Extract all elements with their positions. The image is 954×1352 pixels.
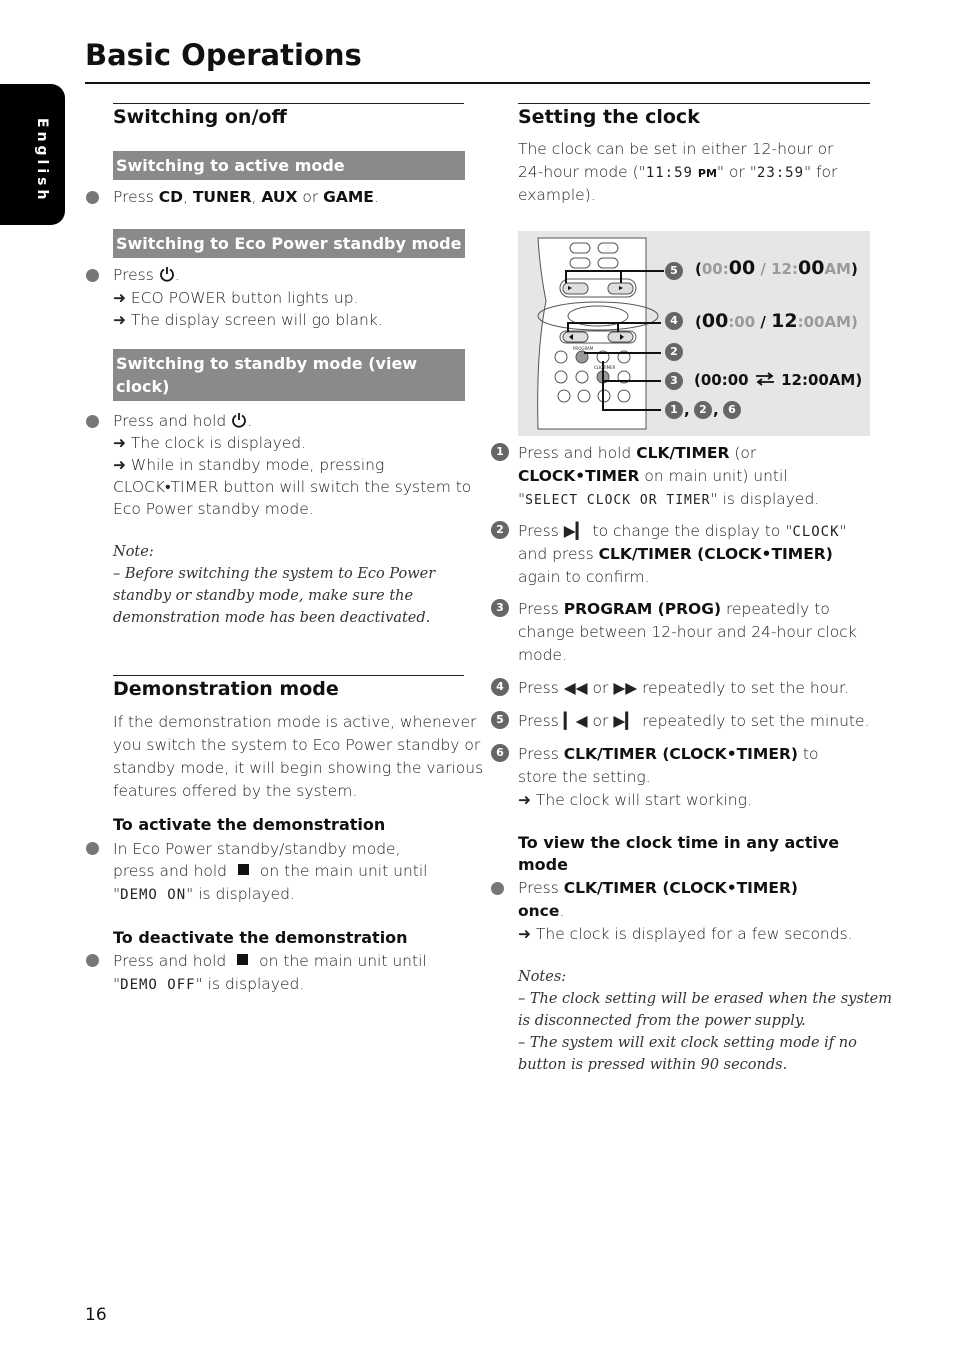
text: to bbox=[797, 745, 819, 763]
deactivate-line bbox=[113, 950, 427, 973]
active-mode-instruction bbox=[113, 186, 379, 209]
standby-result-4: Eco Power standby mode. bbox=[113, 500, 314, 518]
text: press and hold bbox=[113, 862, 228, 880]
text: . bbox=[559, 902, 565, 920]
bar-line: Switching to standby mode (view bbox=[116, 354, 418, 373]
bullet bbox=[86, 269, 99, 282]
text: 00 bbox=[701, 310, 729, 332]
deactivate-heading: To deactivate the demonstration bbox=[113, 928, 408, 947]
program-label: PROGRAM bbox=[573, 346, 594, 351]
callout-4 bbox=[695, 310, 858, 332]
power-icon bbox=[231, 412, 247, 428]
activate-line bbox=[113, 883, 295, 907]
text: :00 bbox=[728, 313, 756, 331]
text: " is displayed. bbox=[195, 975, 305, 993]
callout-5-text bbox=[695, 257, 858, 279]
clock-intro-line bbox=[518, 161, 837, 186]
note-line: – Before switching the system to Eco Power bbox=[113, 566, 436, 582]
step-number-badge: 5 bbox=[665, 262, 683, 280]
aux-key: AUX bbox=[261, 188, 298, 206]
demo-para-line: standby mode, it will begin showing the various bbox=[113, 759, 484, 777]
text: to change the display to " bbox=[592, 522, 793, 540]
text: / 12: bbox=[755, 260, 798, 278]
step-3-line: mode. bbox=[518, 646, 567, 664]
text: Press bbox=[518, 679, 559, 697]
page-title: Basic Operations bbox=[85, 38, 362, 72]
switching-heading: Switching on/off bbox=[113, 106, 287, 128]
text: Press and hold bbox=[113, 952, 227, 970]
lcd-text: 11:59 bbox=[645, 165, 693, 181]
eco-result-1: ➜ ECO POWER button lights up. bbox=[113, 289, 359, 307]
title-rule bbox=[85, 82, 870, 84]
step-2-line bbox=[518, 543, 833, 566]
lcd-text: CLOCK bbox=[792, 524, 840, 540]
step-3-line bbox=[518, 598, 830, 621]
step-6-line: store the setting. bbox=[518, 768, 651, 786]
text: 12:00AM) bbox=[781, 371, 863, 389]
note-label: Note: bbox=[113, 544, 154, 560]
note-line: is disconnected from the power supply. bbox=[518, 1013, 806, 1029]
section-rule bbox=[113, 675, 464, 676]
previous-icon: ▎◀ bbox=[563, 712, 588, 730]
demo-para-line: features offered by the system. bbox=[113, 782, 358, 800]
text: " bbox=[518, 490, 526, 508]
standby-result-2: ➜ While in standby mode, pressing bbox=[113, 456, 385, 474]
text: repeatedly to bbox=[721, 600, 830, 618]
deactivate-line bbox=[113, 973, 304, 997]
activate-line: In Eco Power standby/standby mode, bbox=[113, 840, 401, 858]
eco-result-2: ➜ The display screen will go blank. bbox=[113, 311, 383, 329]
text: 24-hour mode (" bbox=[518, 163, 646, 181]
clk-timer-label: CLK/TIMER bbox=[594, 365, 616, 370]
text: AM bbox=[824, 260, 851, 278]
text: Press bbox=[518, 712, 559, 730]
separator: , bbox=[684, 401, 690, 419]
text: repeatedly to set the hour. bbox=[642, 679, 849, 697]
step-number-badge: 4 bbox=[665, 312, 683, 330]
rewind-icon: ◀◀ bbox=[563, 679, 588, 697]
text: 00: bbox=[701, 260, 729, 278]
key-label: CLK/TIMER (CLOCK•TIMER) bbox=[563, 879, 798, 897]
standby-mode-bar bbox=[113, 349, 465, 401]
step-2-line: again to confirm. bbox=[518, 568, 650, 586]
text: ( bbox=[695, 260, 702, 278]
view-instruction bbox=[518, 900, 564, 923]
stop-icon bbox=[238, 864, 249, 875]
text: :00AM) bbox=[797, 313, 858, 331]
fast-forward-icon: ▶▶ bbox=[613, 679, 638, 697]
separator: , bbox=[713, 401, 719, 419]
callout-3 bbox=[694, 371, 862, 389]
text: (00:00 bbox=[694, 371, 749, 389]
bullet bbox=[86, 954, 99, 967]
language-tab-label: English bbox=[34, 118, 50, 204]
clock-intro-line: example). bbox=[518, 186, 596, 204]
pm-indicator: PM bbox=[697, 167, 717, 180]
lcd-text: 23:59 bbox=[756, 165, 805, 181]
text: repeatedly to set the minute. bbox=[642, 712, 870, 730]
note-line: standby or standby mode, make sure the bbox=[113, 588, 414, 604]
step-1-line bbox=[518, 442, 756, 465]
step-6-line: ➜ The clock will start working. bbox=[518, 791, 752, 809]
text: on the main unit until bbox=[259, 862, 428, 880]
text: . bbox=[247, 412, 253, 430]
step-number-badge: 3 bbox=[665, 372, 683, 390]
power-icon bbox=[159, 266, 175, 282]
text: Press bbox=[518, 879, 564, 897]
view-result: ➜ The clock is displayed for a few seconds. bbox=[518, 925, 853, 943]
step-4-line bbox=[518, 677, 849, 700]
step-5-line bbox=[518, 710, 869, 733]
note-line: – The clock setting will be erased when the system bbox=[518, 991, 892, 1007]
text: " bbox=[113, 885, 121, 903]
note-line: – The system will exit clock setting mode if no bbox=[518, 1035, 857, 1051]
next-icon: ▶▎ bbox=[613, 712, 638, 730]
text: " is displayed. bbox=[710, 490, 820, 508]
text: Press and hold bbox=[518, 444, 637, 462]
text: on the main unit until bbox=[259, 952, 427, 970]
note-line: demonstration mode has been deactivated. bbox=[113, 610, 431, 626]
text: ) bbox=[850, 260, 858, 278]
standby-result-1: ➜ The clock is displayed. bbox=[113, 434, 307, 452]
remote-diagram bbox=[518, 231, 870, 436]
step-number-badge: 4 bbox=[491, 678, 509, 696]
bullet bbox=[86, 842, 99, 855]
key-label: CLK/TIMER bbox=[636, 444, 730, 462]
standby-instruction bbox=[113, 410, 252, 433]
text: , bbox=[251, 188, 262, 206]
text: Press bbox=[113, 188, 159, 206]
view-heading-line: To view the clock time in any active bbox=[518, 833, 840, 852]
key-label: CLK/TIMER (CLOCK•TIMER) bbox=[598, 545, 833, 563]
note-line: button is pressed within 90 seconds. bbox=[518, 1057, 788, 1073]
text: " bbox=[113, 975, 121, 993]
text: " for bbox=[804, 163, 838, 181]
eco-mode-bar: Switching to Eco Power standby mode bbox=[113, 229, 465, 258]
text: or bbox=[297, 188, 324, 206]
step-2-line bbox=[518, 520, 847, 544]
step-1-line bbox=[518, 465, 788, 488]
toggle-arrows-icon bbox=[754, 372, 776, 386]
step-number-badge: 2 bbox=[694, 401, 712, 419]
text: Press bbox=[113, 266, 154, 284]
text: on main unit) until bbox=[639, 467, 788, 485]
clock-heading: Setting the clock bbox=[518, 106, 700, 128]
step-number-badge: 1 bbox=[665, 401, 683, 419]
text: (or bbox=[729, 444, 757, 462]
text: . bbox=[373, 188, 379, 206]
view-heading-line: mode bbox=[518, 855, 568, 874]
text: Press bbox=[518, 522, 559, 540]
step-1-line bbox=[518, 488, 819, 513]
game-key: GAME bbox=[323, 188, 374, 206]
text: " bbox=[839, 522, 847, 540]
text: 00 bbox=[797, 257, 825, 279]
activate-heading: To activate the demonstration bbox=[113, 815, 386, 834]
text: / bbox=[755, 313, 772, 331]
stop-icon bbox=[237, 954, 248, 965]
demo-heading: Demonstration mode bbox=[113, 678, 339, 700]
text: or bbox=[592, 679, 609, 697]
step-number-badge: 3 bbox=[491, 599, 509, 617]
notes-label: Notes: bbox=[518, 969, 567, 985]
text: 12 bbox=[771, 310, 798, 332]
step-number-badge: 2 bbox=[665, 343, 683, 361]
text: and press bbox=[518, 545, 599, 563]
key-label: CLOCK•TIMER bbox=[518, 467, 640, 485]
key-label: CLK/TIMER (CLOCK•TIMER) bbox=[563, 745, 798, 763]
key-label: PROGRAM (PROG) bbox=[563, 600, 722, 618]
step-number-badge: 6 bbox=[723, 401, 741, 419]
lcd-text: DEMO OFF bbox=[120, 977, 196, 993]
step-number-badge: 5 bbox=[491, 711, 509, 729]
tuner-key: TUNER bbox=[192, 188, 252, 206]
bar-line: clock) bbox=[116, 377, 170, 396]
clock-intro-line: The clock can be set in either 12-hour or bbox=[518, 140, 834, 158]
section-rule bbox=[518, 103, 870, 104]
active-mode-bar: Switching to active mode bbox=[113, 151, 465, 180]
next-icon: ▶▎ bbox=[563, 522, 588, 540]
section-rule bbox=[113, 103, 464, 104]
bullet bbox=[86, 415, 99, 428]
demo-para-line: you switch the system to Eco Power standby or bbox=[113, 736, 481, 754]
demo-para-line: If the demonstration mode is active, whenever bbox=[113, 713, 477, 731]
bullet bbox=[86, 191, 99, 204]
key-label: once bbox=[518, 902, 560, 920]
lcd-text: DEMO ON bbox=[120, 887, 187, 903]
view-instruction bbox=[518, 877, 798, 900]
step-6-line bbox=[518, 743, 818, 766]
step-number-badge: 1 bbox=[491, 443, 509, 461]
text: or bbox=[592, 712, 609, 730]
text: 00 bbox=[728, 257, 756, 279]
standby-result-3: CLOCK•TIMER button will switch the system to bbox=[113, 478, 472, 496]
text: Press bbox=[518, 745, 564, 763]
activate-line bbox=[113, 860, 427, 883]
cd-key: CD bbox=[158, 188, 183, 206]
step-number-badge: 6 bbox=[491, 744, 509, 762]
step-3-line: change between 12-hour and 24-hour clock bbox=[518, 623, 857, 641]
text: , bbox=[182, 188, 193, 206]
eco-mode-instruction bbox=[113, 264, 180, 287]
page-number: 16 bbox=[85, 1305, 107, 1325]
text: Press bbox=[518, 600, 564, 618]
text: Press and hold bbox=[113, 412, 227, 430]
text: ( bbox=[695, 313, 702, 331]
text: " is displayed. bbox=[186, 885, 295, 903]
bullet bbox=[491, 882, 504, 895]
text: " or " bbox=[716, 163, 757, 181]
lcd-text: SELECT CLOCK OR TIMER bbox=[525, 493, 711, 508]
step-number-badge: 2 bbox=[491, 521, 509, 539]
text: . bbox=[174, 266, 180, 284]
